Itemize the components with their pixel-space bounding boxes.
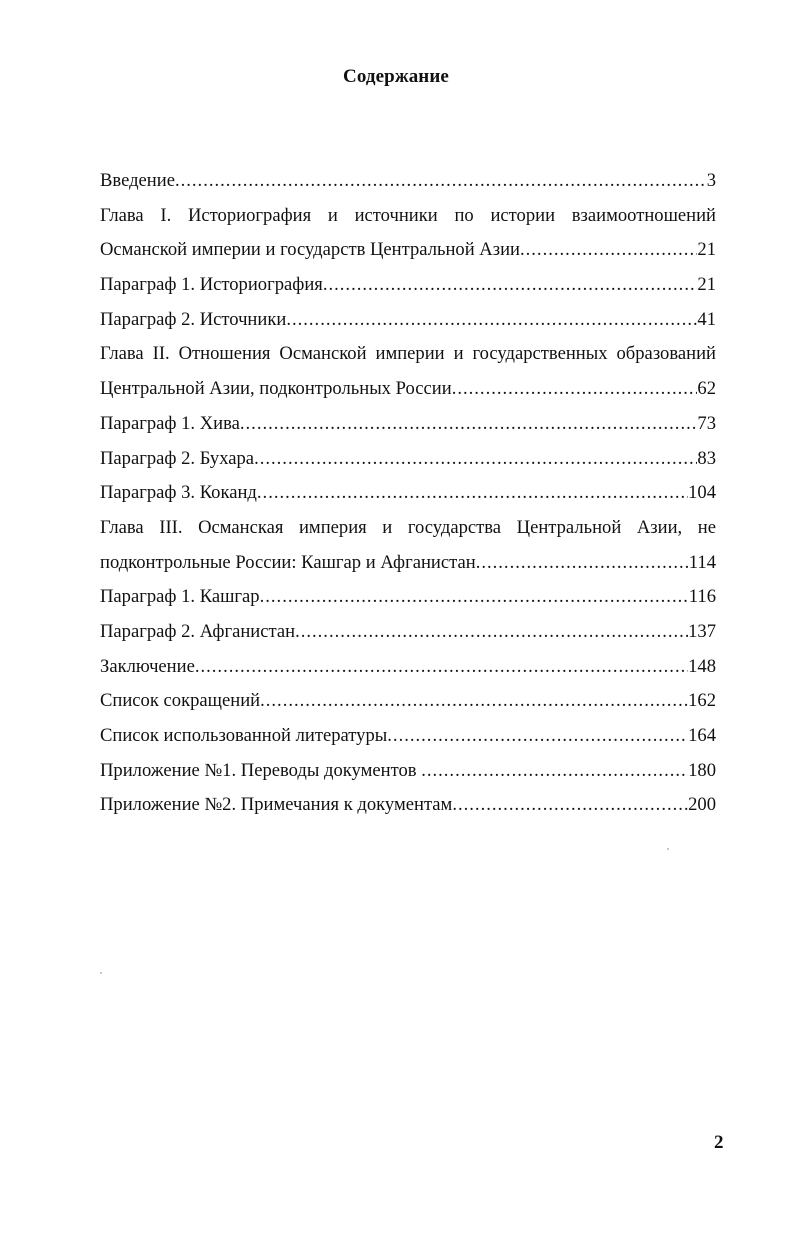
page-title: Содержание [343,66,449,87]
toc-entry-text: Параграф 2. Бухара [100,447,255,469]
toc-entry-text: Приложение №1. Переводы документов [100,759,422,781]
toc-leader-dots [520,237,697,263]
toc-entry [100,584,716,619]
toc-entry-page: 148 [688,654,716,680]
toc-leader-dots [323,272,698,298]
toc-heading-text: Глава II. Отношения Османской империи и государственных образований [100,343,716,365]
toc-leader-dots [476,550,689,576]
toc-chapter-heading [100,341,716,376]
toc-entry [100,758,716,793]
toc-entry-page: 41 [697,307,716,333]
toc-entry-text: Приложение №2. Примечания к документам [100,794,453,816]
toc-chapter-heading [100,515,716,550]
scan-speck [667,848,669,850]
toc-leader-dots [257,480,688,506]
toc-entry [100,376,716,411]
toc-leader-dots [175,168,707,194]
toc-entry-page: 137 [688,619,716,645]
toc-entry-page: 83 [697,446,716,472]
toc-leader-dots [286,307,697,333]
toc-entry-text: Список сокращений [100,690,261,712]
toc-entry [100,411,716,446]
toc-leader-dots [421,758,688,784]
toc-entry-page: 21 [697,272,716,298]
toc-entry-page: 21 [697,237,716,263]
toc-entry-text: Параграф 1. Хива [100,412,240,434]
toc-heading-text: Глава I. Историография и источники по истории взаимоотношений [100,204,716,226]
toc-entry-page: 164 [688,723,716,749]
toc-chapter-heading [100,203,716,238]
toc-entry [100,480,716,515]
toc-entry [100,272,716,307]
scan-speck [100,972,102,974]
toc-entry [100,168,716,203]
toc-entry-page: 104 [688,480,716,506]
toc-leader-dots [260,584,689,610]
toc-entry-text: Параграф 2. Источники [100,308,287,330]
toc-leader-dots [240,411,698,437]
toc-heading-text: Глава III. Османская империя и государства Центральной Азии, не [100,516,716,538]
toc-entry-page: 114 [689,550,716,576]
toc-entry [100,446,716,481]
toc-entry [100,723,716,758]
toc-entry [100,550,716,585]
toc-entry-text: Параграф 2. Афганистан [100,620,296,642]
toc-entry-text: Введение [100,170,175,191]
toc-entry [100,619,716,654]
toc-entry-page: 180 [688,758,716,784]
toc-entry-page: 200 [688,792,716,818]
toc-leader-dots [195,654,688,680]
toc-entry-text: Османской империи и государств Центральной Азии [100,239,520,261]
table-of-contents [100,168,716,827]
toc-leader-dots [452,792,688,818]
toc-entry-page: 3 [707,168,716,194]
toc-leader-dots [295,619,688,645]
toc-leader-dots [260,688,688,714]
toc-entry-page: 73 [697,411,716,437]
toc-entry-text: подконтрольные России: Кашгар и Афганистан [100,551,476,573]
toc-entry-page: 116 [689,584,716,610]
toc-entry-page: 162 [688,688,716,714]
toc-entry-text: Центральной Азии, подконтрольных России [100,378,452,400]
toc-leader-dots [254,446,697,472]
toc-entry [100,792,716,827]
toc-entry [100,654,716,689]
toc-entry [100,688,716,723]
toc-entry-text: Заключение [100,655,195,677]
toc-entry-text: Параграф 1. Историография [100,274,323,296]
toc-leader-dots [387,723,688,749]
page-number: 2 [714,1132,724,1153]
toc-entry-page: 62 [697,376,716,402]
toc-entry [100,237,716,272]
toc-leader-dots [452,376,698,402]
toc-entry-text: Список использованной литературы [100,725,388,746]
toc-entry [100,307,716,342]
toc-entry-text: Параграф 1. Кашгар [100,586,260,608]
toc-entry-text: Параграф 3. Коканд [100,482,257,504]
